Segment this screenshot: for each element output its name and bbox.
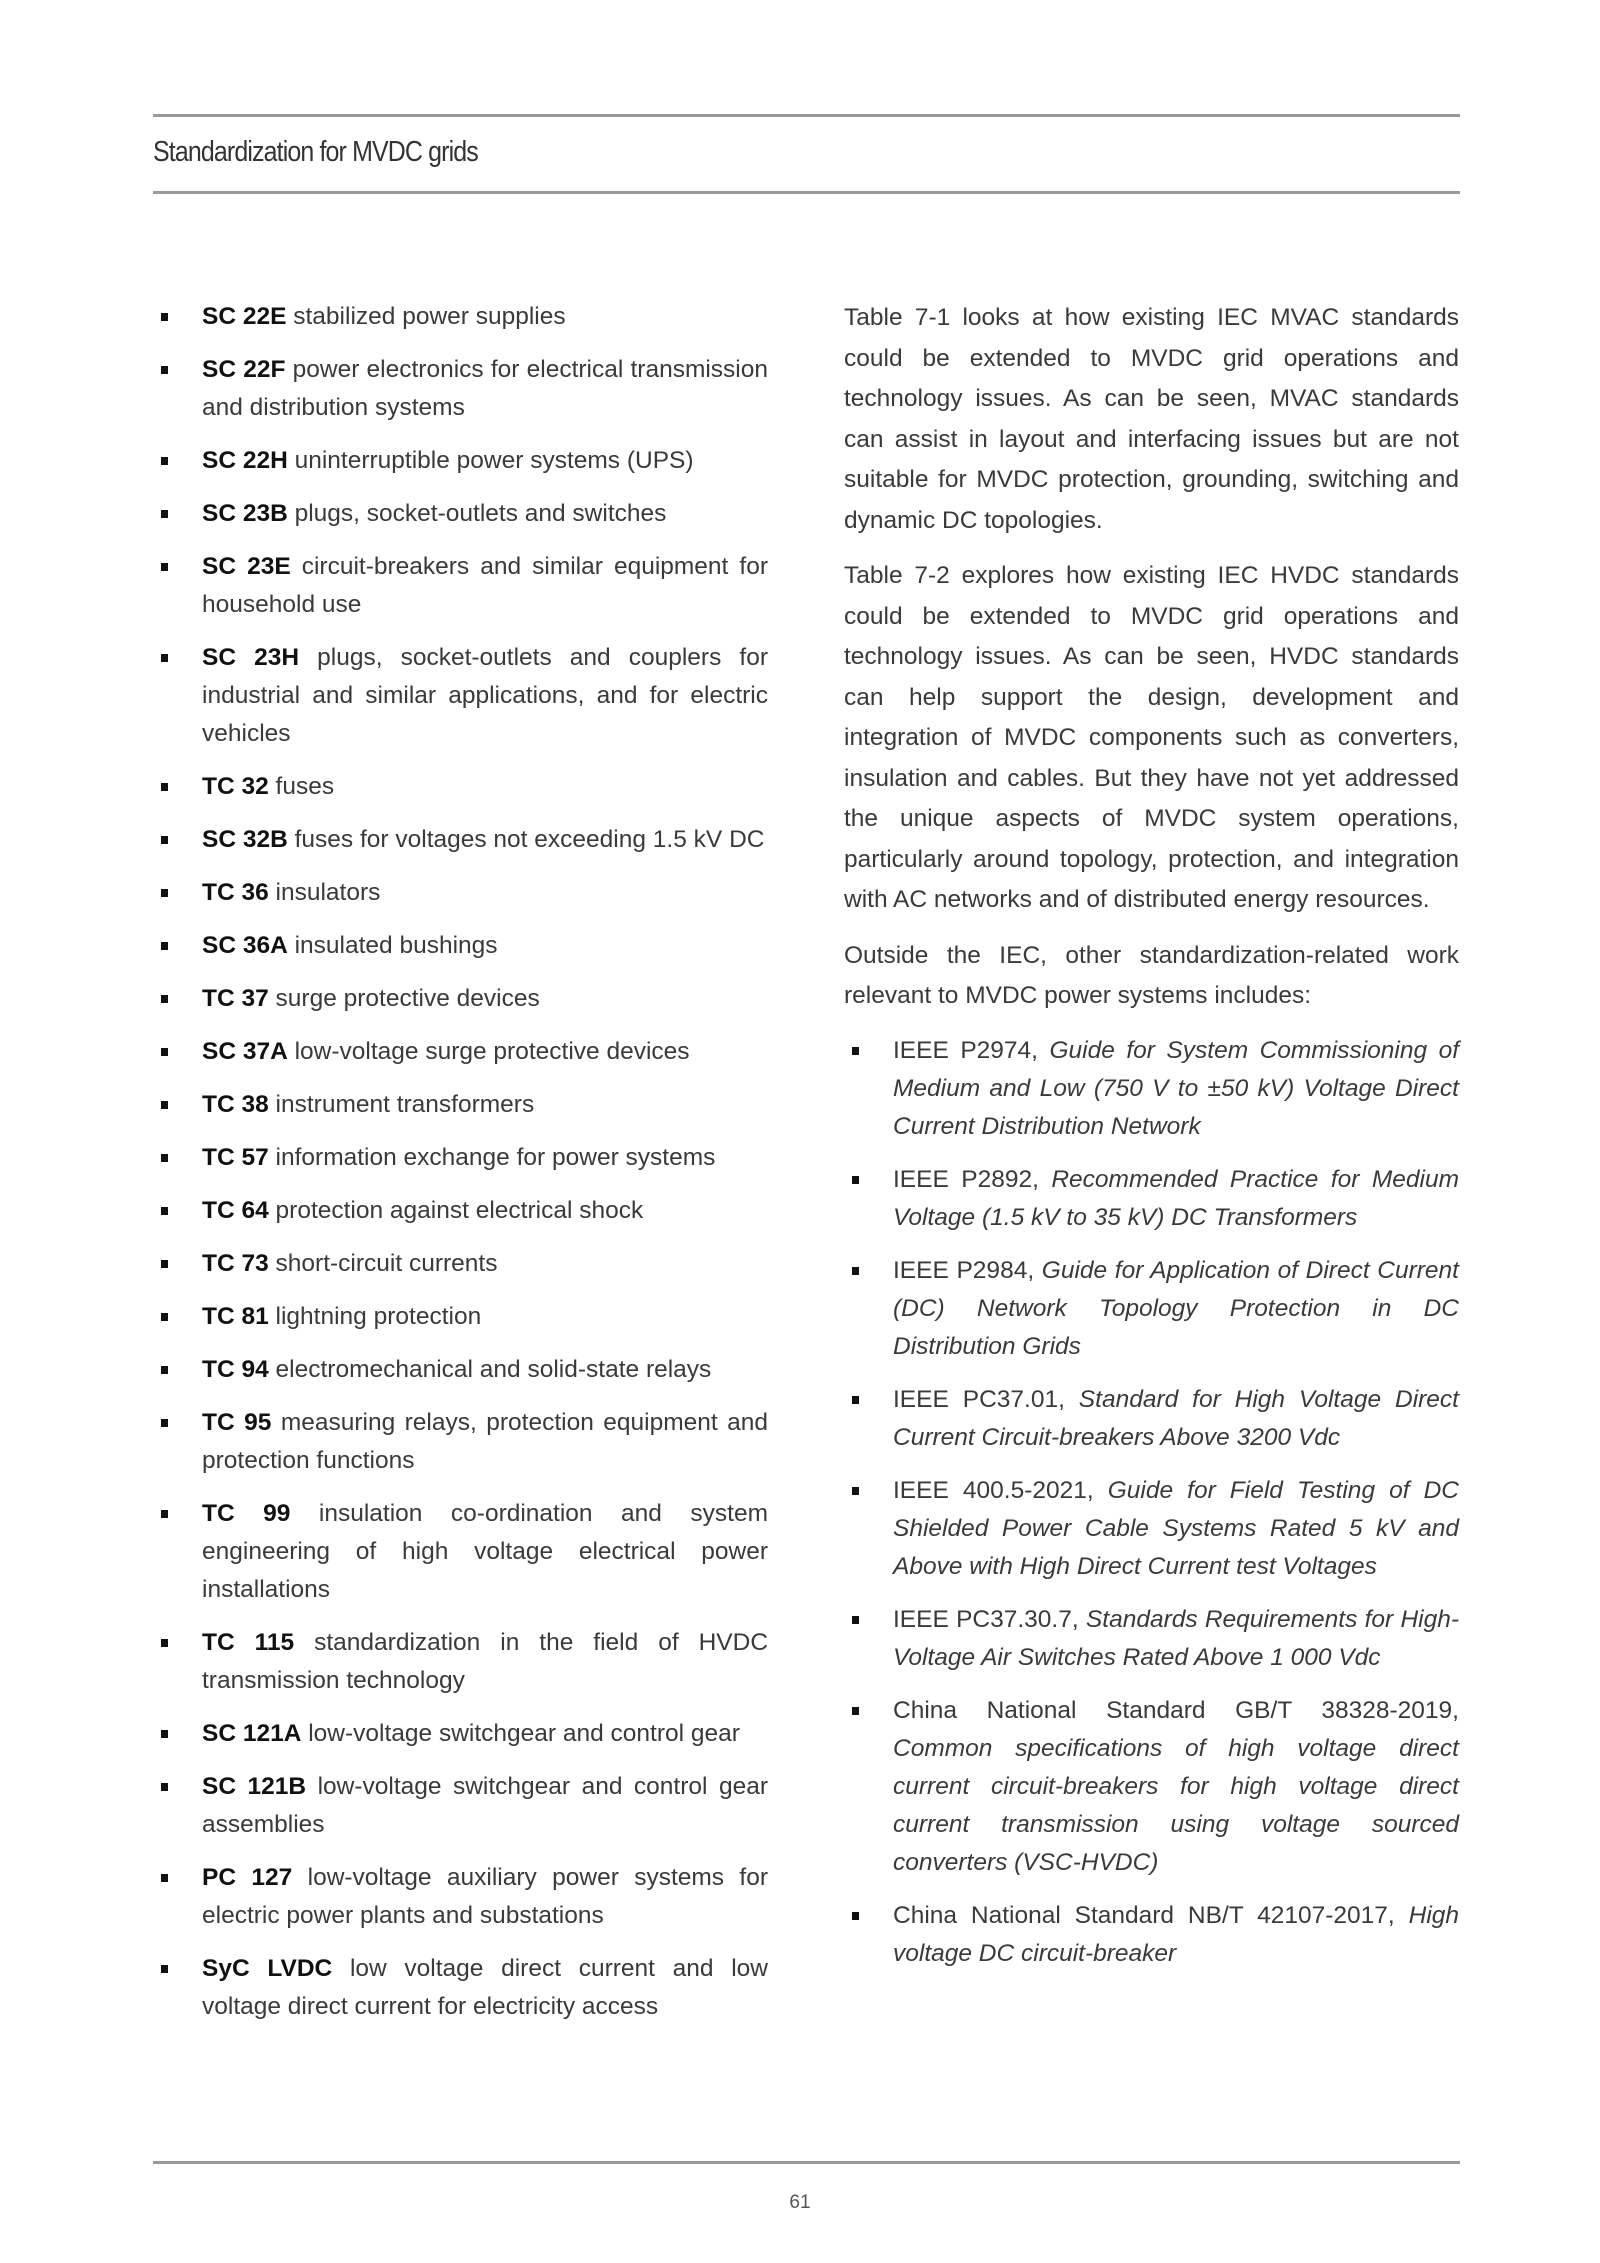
header-top-rule — [153, 114, 1460, 117]
bullet-icon — [852, 1176, 859, 1184]
committee-code: TC 64 — [202, 1197, 269, 1224]
list-item — [153, 1404, 768, 1480]
list-item — [153, 639, 768, 753]
standard-title: Common specifications of high voltage direct current circuit-breakers for high voltage direct current transmission using voltage sourced converters (VSC-HVDC) — [893, 1734, 1459, 1876]
committee-code: SC 36A — [202, 932, 288, 959]
list-item — [844, 1472, 1459, 1586]
list-item — [153, 548, 768, 624]
committee-description: instrument transformers — [275, 1091, 535, 1118]
standard-title: Standard for High Voltage Direct Current Circuit-breakers Above 3200 Vdc — [893, 1385, 1459, 1451]
bullet-icon — [161, 1313, 168, 1321]
list-item — [153, 1859, 768, 1935]
standard-title: Guide for Field Testing of DC Shielded Power Cable Systems Rated 5 kV and Above with High Direct Current test Voltages — [893, 1476, 1459, 1580]
list-item — [153, 495, 768, 533]
standard-reference: IEEE P2892, — [893, 1165, 1039, 1193]
committee-description: stabilized power supplies — [293, 303, 566, 330]
committee-code: TC 95 — [202, 1409, 272, 1436]
bullet-icon — [161, 1419, 168, 1427]
committee-description: measuring relays, protection equipment and protection functions — [202, 1409, 769, 1474]
committee-description: power electronics for electrical transmission and distribution systems — [202, 356, 768, 421]
header-bottom-rule — [153, 191, 1460, 194]
bullet-icon — [161, 1366, 168, 1374]
committee-description: electromechanical and solid-state relays — [275, 1356, 712, 1383]
committee-code: TC 94 — [202, 1356, 269, 1383]
list-item — [153, 442, 768, 480]
bullet-icon — [161, 1048, 168, 1056]
committee-description: standardization in the field of HVDC transmission technology — [202, 1629, 769, 1694]
committee-code: TC 36 — [202, 879, 269, 906]
committee-description: low voltage direct current and low voltage direct current for electricity access — [202, 1955, 768, 2020]
list-item — [153, 1950, 768, 2026]
committee-code: SC 121A — [202, 1720, 302, 1747]
paragraph: Outside the IEC, other standardization-related work relevant to MVDC power systems includes: — [844, 941, 1459, 1009]
bullet-icon — [161, 1207, 168, 1215]
standard-reference: IEEE PC37.01, — [893, 1385, 1065, 1413]
list-item — [844, 1161, 1459, 1237]
committee-code: SC 121B — [202, 1773, 307, 1800]
committee-code: SyC LVDC — [202, 1955, 333, 1982]
list-item — [153, 1715, 768, 1753]
bullet-icon — [161, 836, 168, 844]
paragraph: Table 7-2 explores how existing IEC HVDC standards could be extended to MVDC grid operations and technology issues. As can be seen, HVDC standards can help support the design, development and integration of MVDC components such as converters, insulation and cables. But they have not yet addressed the unique aspects of MVDC system operations, particularly around topology, protection, and integration with AC networks and of distributed energy resources. — [844, 562, 1459, 913]
bullet-icon — [161, 1639, 168, 1647]
committee-code: TC 99 — [202, 1500, 291, 1527]
bullet-icon — [161, 510, 168, 518]
bullet-icon — [852, 1047, 859, 1055]
list-item — [153, 1245, 768, 1283]
standard-title: Guide for Application of Direct Current (DC) Network Topology Protection in DC Distribution Grids — [893, 1256, 1459, 1360]
bullet-icon — [161, 783, 168, 791]
list-item — [153, 1033, 768, 1071]
committee-description: insulated bushings — [294, 932, 498, 959]
list-item — [844, 1692, 1459, 1882]
list-item — [153, 927, 768, 965]
bullet-icon — [852, 1267, 859, 1275]
committee-description: low-voltage auxiliary power systems for electric power plants and substations — [202, 1864, 768, 1929]
committee-description: insulators — [275, 879, 381, 906]
committee-code: SC 22E — [202, 303, 287, 330]
committee-code: SC 23H — [202, 644, 300, 671]
bullet-icon — [161, 563, 168, 571]
committee-description: low-voltage switchgear and control gear — [308, 1720, 740, 1747]
list-item — [153, 1298, 768, 1336]
bullet-icon — [161, 313, 168, 321]
committee-code: SC 32B — [202, 826, 288, 853]
standard-reference: IEEE P2984, — [893, 1256, 1035, 1284]
list-item — [844, 1252, 1459, 1366]
bullet-icon — [852, 1707, 859, 1715]
committee-code: SC 23B — [202, 500, 288, 527]
list-item — [153, 1624, 768, 1700]
committee-description: insulation co-ordination and system engineering of high voltage electrical power installations — [202, 1500, 769, 1603]
committee-code: PC 127 — [202, 1864, 293, 1891]
bullet-icon — [852, 1616, 859, 1624]
bullet-icon — [161, 457, 168, 465]
bullet-icon — [852, 1396, 859, 1404]
committee-code: SC 37A — [202, 1038, 288, 1065]
standard-title: Standards Requirements for High-Voltage Air Switches Rated Above 1 000 Vdc — [893, 1605, 1459, 1671]
bullet-icon — [161, 942, 168, 950]
bullet-icon — [161, 889, 168, 897]
list-item — [153, 351, 768, 427]
list-item — [153, 1768, 768, 1844]
left-column — [153, 298, 768, 2041]
standard-reference: China National Standard NB/T 42107-2017, — [893, 1901, 1395, 1929]
list-item — [153, 298, 768, 336]
bullet-icon — [852, 1487, 859, 1495]
bullet-icon — [161, 654, 168, 662]
bullet-icon — [161, 1510, 168, 1518]
standard-reference: IEEE PC37.30.7, — [893, 1605, 1079, 1633]
committee-description: plugs, socket-outlets and switches — [294, 500, 667, 527]
standard-reference: China National Standard GB/T 38328-2019, — [893, 1696, 1459, 1724]
bullet-icon — [161, 1874, 168, 1882]
committee-description: surge protective devices — [275, 985, 540, 1012]
list-item — [153, 821, 768, 859]
page-number: 61 — [789, 2192, 811, 2213]
bullet-icon — [852, 1912, 859, 1920]
bullet-icon — [161, 1783, 168, 1791]
list-item — [844, 1897, 1459, 1973]
list-item — [153, 1192, 768, 1230]
bullet-icon — [161, 1101, 168, 1109]
committee-description: low-voltage switchgear and control gear assemblies — [202, 1773, 768, 1838]
standard-reference: IEEE 400.5-2021, — [893, 1476, 1094, 1504]
committee-code: SC 22H — [202, 447, 288, 474]
footer-rule — [153, 2161, 1460, 2164]
committee-description: fuses for voltages not exceeding 1.5 kV DC — [294, 826, 765, 853]
standard-title: High voltage DC circuit-breaker — [893, 1901, 1460, 1967]
bullet-icon — [161, 1730, 168, 1738]
bullet-icon — [161, 1965, 168, 1973]
other-standards-list — [844, 1032, 1459, 1973]
committee-description: circuit-breakers and similar equipment for household use — [202, 553, 768, 618]
paragraph: Table 7-1 looks at how existing IEC MVAC standards could be extended to MVDC grid operations and technology issues. As can be seen, MVAC standards can assist in layout and interfacing issues but are not suitable for MVDC protection, grounding, switching and dynamic DC topologies. — [844, 304, 1459, 534]
committee-code: SC 22F — [202, 356, 286, 383]
list-item — [844, 1032, 1459, 1146]
committee-code: TC 32 — [202, 773, 269, 800]
committee-code: TC 38 — [202, 1091, 269, 1118]
committee-description: protection against electrical shock — [275, 1197, 644, 1224]
committee-description: uninterruptible power systems (UPS) — [294, 447, 694, 474]
committee-code: TC 115 — [202, 1629, 295, 1656]
committee-code: TC 37 — [202, 985, 269, 1012]
committee-code: TC 81 — [202, 1303, 269, 1330]
list-item — [153, 1495, 768, 1609]
iec-committee-list — [153, 298, 768, 2026]
committee-description: short-circuit currents — [275, 1250, 498, 1277]
list-item — [153, 980, 768, 1018]
bullet-icon — [161, 1154, 168, 1162]
right-column — [844, 298, 1459, 1988]
bullet-icon — [161, 1260, 168, 1268]
committee-description: low-voltage surge protective devices — [294, 1038, 690, 1065]
committee-description: lightning protection — [275, 1303, 482, 1330]
list-item — [153, 768, 768, 806]
running-header: Standardization for MVDC grids — [153, 136, 478, 168]
committee-code: TC 73 — [202, 1250, 269, 1277]
list-item — [844, 1381, 1459, 1457]
list-item — [153, 1086, 768, 1124]
committee-code: TC 57 — [202, 1144, 269, 1171]
committee-description: information exchange for power systems — [275, 1144, 716, 1171]
list-item — [844, 1601, 1459, 1677]
list-item — [153, 1139, 768, 1177]
standard-reference: IEEE P2974, — [893, 1036, 1038, 1064]
committee-description: fuses — [275, 773, 335, 800]
bullet-icon — [161, 366, 168, 374]
bullet-icon — [161, 995, 168, 1003]
committee-code: SC 23E — [202, 553, 291, 580]
standard-title: Guide for System Commissioning of Medium and Low (750 V to ±50 kV) Voltage Direct Current Distribution Network — [893, 1036, 1460, 1140]
committee-description: plugs, socket-outlets and couplers for industrial and similar applications, and for electric vehicles — [202, 644, 768, 747]
standard-title: Recommended Practice for Medium Voltage (1.5 kV to 35 kV) DC Transformers — [893, 1165, 1460, 1231]
list-item — [153, 1351, 768, 1389]
list-item — [153, 874, 768, 912]
